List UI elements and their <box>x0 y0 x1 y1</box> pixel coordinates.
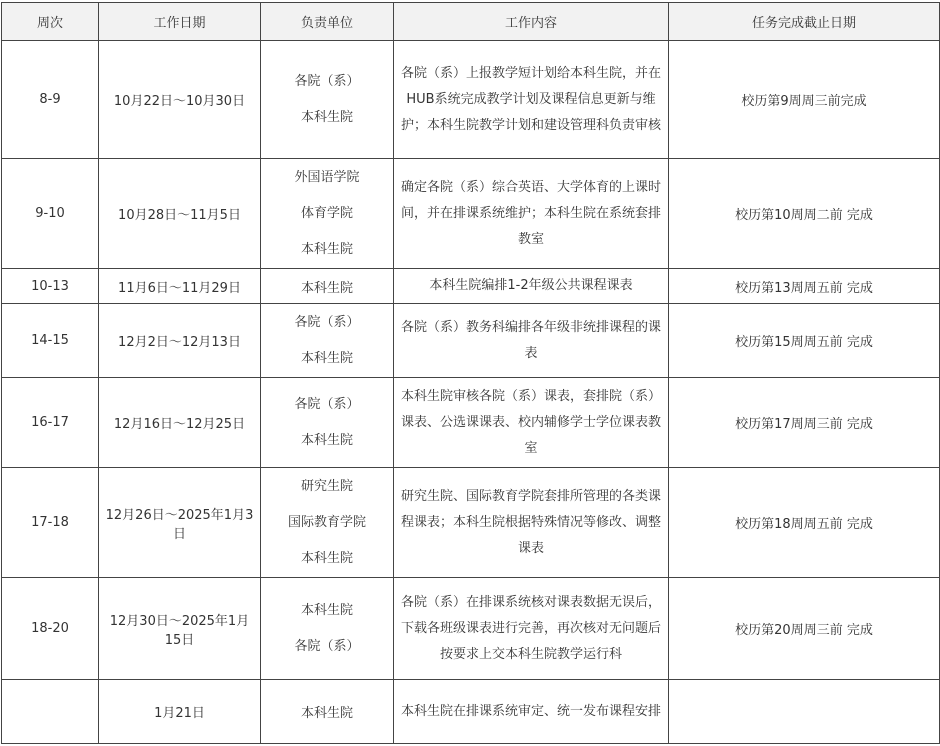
content-cell: 本科生院在排课系统审定、统一发布课程安排 <box>394 680 669 744</box>
date-cell: 12月2日～12月13日 <box>99 304 261 378</box>
table-row <box>2 304 940 378</box>
week-cell <box>2 680 99 744</box>
unit-name: 研究生院 <box>300 478 353 494</box>
unit-name: 本科生院 <box>300 432 353 448</box>
unit-name: 本科生院 <box>300 280 353 296</box>
table-row <box>2 41 940 159</box>
header-date: 工作日期 <box>99 3 261 41</box>
deadline-cell <box>669 680 940 744</box>
deadline-cell: 校历第20周周三前 完成 <box>669 578 940 680</box>
week-cell: 16-17 <box>2 378 99 468</box>
week-cell: 10-13 <box>2 269 99 304</box>
header-unit: 负责单位 <box>261 3 394 41</box>
unit-name: 各院（系） <box>294 638 360 654</box>
deadline-cell: 校历第18周周五前 完成 <box>669 468 940 578</box>
unit-name: 国际教育学院 <box>287 514 366 530</box>
unit-cell <box>261 680 394 744</box>
week-cell: 14-15 <box>2 304 99 378</box>
date-cell: 10月22日～10月30日 <box>99 41 261 159</box>
table-row <box>2 680 940 744</box>
table-row <box>2 468 940 578</box>
deadline-cell: 校历第15周周五前 完成 <box>669 304 940 378</box>
unit-name: 本科生院 <box>300 550 353 566</box>
table-row <box>2 578 940 680</box>
unit-name: 本科生院 <box>300 706 353 721</box>
unit-name: 本科生院 <box>300 109 353 125</box>
content-cell: 本科生院审核各院（系）课表，套排院（系）课表、公选课课表、校内辅修学士学位课表教室 <box>394 378 669 468</box>
date-cell: 12月26日～2025年1月3日 <box>99 468 261 578</box>
header-deadline: 任务完成截止日期 <box>669 3 940 41</box>
table-row <box>2 378 940 468</box>
unit-name: 本科生院 <box>300 241 353 257</box>
table-row <box>2 159 940 269</box>
unit-name: 外国语学院 <box>294 169 360 185</box>
date-cell: 1月21日 <box>99 680 261 744</box>
unit-name: 体育学院 <box>300 205 353 221</box>
unit-cell <box>261 578 394 680</box>
week-cell: 8-9 <box>2 41 99 159</box>
content-cell: 研究生院、国际教育学院套排所管理的各类课程课表；本科生院根据特殊情况等修改、调整课表 <box>394 468 669 578</box>
unit-cell <box>261 304 394 378</box>
unit-cell <box>261 159 394 269</box>
unit-name: 各院（系） <box>294 396 360 412</box>
content-cell: 本科生院编排1-2年级公共课程课表 <box>394 269 669 304</box>
week-cell: 17-18 <box>2 468 99 578</box>
date-cell: 12月16日～12月25日 <box>99 378 261 468</box>
content-cell: 各院（系）教务科编排各年级非统排课程的课表 <box>394 304 669 378</box>
schedule-table <box>1 2 940 744</box>
unit-cell <box>261 269 394 304</box>
unit-name: 本科生院 <box>300 350 353 366</box>
unit-name: 各院（系） <box>294 73 360 89</box>
header-row <box>2 3 940 41</box>
content-cell: 确定各院（系）综合英语、大学体育的上课时间，并在排课系统维护；本科生院在系统套排教室 <box>394 159 669 269</box>
unit-cell <box>261 378 394 468</box>
week-cell: 9-10 <box>2 159 99 269</box>
unit-cell <box>261 41 394 159</box>
header-week: 周次 <box>2 3 99 41</box>
date-cell: 12月30日～2025年1月15日 <box>99 578 261 680</box>
deadline-cell: 校历第17周周三前 完成 <box>669 378 940 468</box>
date-cell: 11月6日～11月29日 <box>99 269 261 304</box>
week-cell: 18-20 <box>2 578 99 680</box>
content-cell: 各院（系）上报教学短计划给本科生院，并在HUB系统完成教学计划及课程信息更新与维护；本科生院教学计划和建设管理科负责审核 <box>394 41 669 159</box>
unit-name: 各院（系） <box>294 314 360 330</box>
table-row <box>2 269 940 304</box>
deadline-cell: 校历第10周周二前 完成 <box>669 159 940 269</box>
deadline-cell: 校历第9周周三前完成 <box>669 41 940 159</box>
deadline-cell: 校历第13周周五前 完成 <box>669 269 940 304</box>
date-cell: 10月28日～11月5日 <box>99 159 261 269</box>
unit-name: 本科生院 <box>300 602 353 618</box>
content-cell: 各院（系）在排课系统核对课表数据无误后，下载各班级课表进行完善，再次核对无问题后按要求上交本科生院教学运行科 <box>394 578 669 680</box>
unit-cell <box>261 468 394 578</box>
header-content: 工作内容 <box>394 3 669 41</box>
